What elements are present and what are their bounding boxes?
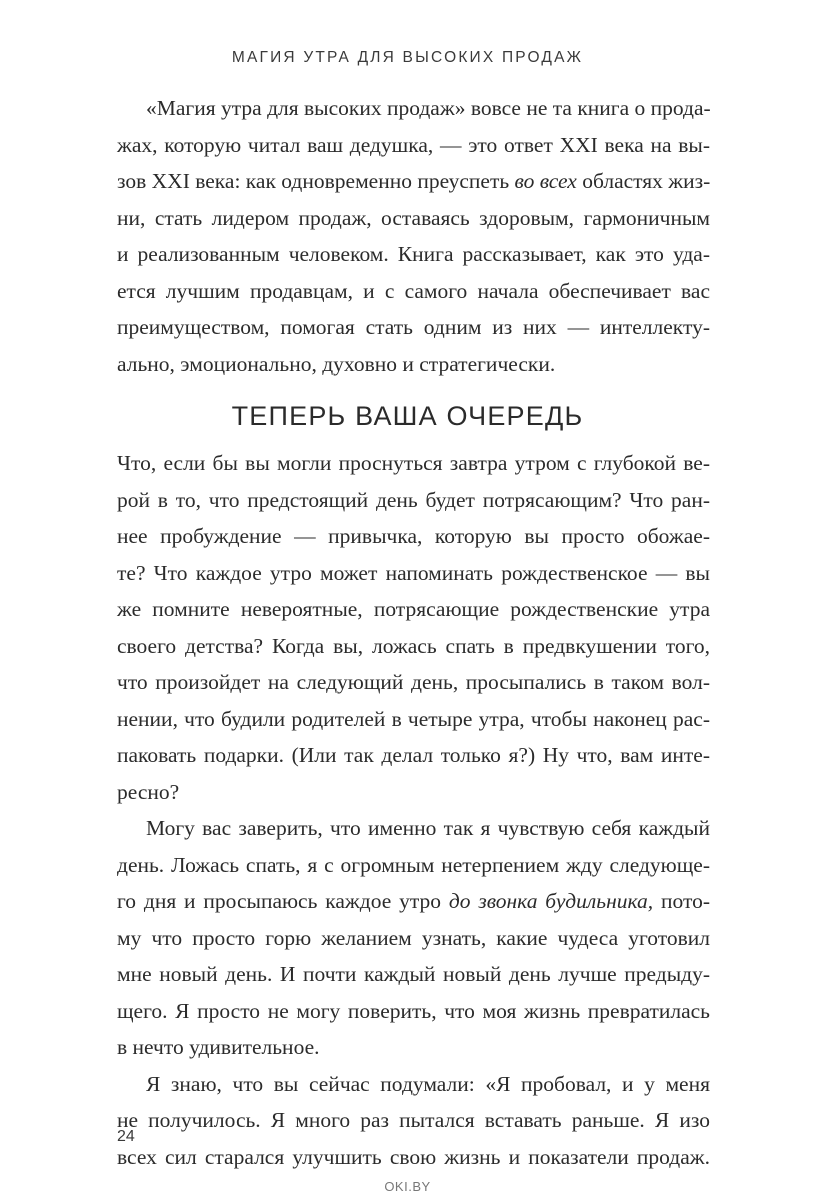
text-segment: паковать подарки. (Или так делал только я?) Ну что, вам инте-	[117, 743, 710, 767]
text-segment: же помните невероятные, потрясающие рождественские утра	[117, 597, 710, 621]
italic-text: до звонка будильника,	[448, 889, 654, 913]
section-body	[117, 445, 710, 1175]
text-line	[117, 163, 710, 200]
text-line	[117, 1029, 710, 1066]
text-segment: му что просто горю желанием узнать, какие чудеса уготовил	[117, 925, 710, 950]
text-segment: Что, если бы вы могли проснуться завтра утром с глубокой ве-	[117, 451, 710, 475]
text-segment: мне новый день. И почти каждый новый день лучше предыду-	[117, 962, 710, 986]
text-line	[117, 774, 710, 811]
text-segment: рой в то, что предстоящий день будет потрясающим? Что ран-	[117, 487, 710, 512]
text-line	[117, 1066, 710, 1103]
text-line	[117, 200, 710, 237]
text-line	[117, 482, 710, 519]
text-segment: в нечто удивительное.	[117, 1035, 320, 1059]
intro-paragraph	[117, 90, 710, 382]
text-segment: преимуществом, помогая стать одним из них — интеллекту-	[117, 315, 710, 339]
section-heading: ТЕПЕРЬ ВАША ОЧЕРЕДЬ	[231, 401, 584, 431]
text-line	[117, 847, 710, 884]
text-segment: го дня и просыпаюсь каждое утро	[117, 889, 449, 913]
text-line	[117, 90, 710, 127]
text-line	[117, 273, 710, 310]
text-segment: областях жиз-	[576, 169, 711, 193]
running-header: МАГИЯ УТРА ДЛЯ ВЫСОКИХ ПРОДАЖ	[231, 49, 584, 66]
text-segment: пото-	[653, 889, 711, 913]
text-segment: всех сил старался улучшить свою жизнь и показатели продаж.	[117, 1144, 710, 1169]
text-segment: и реализованным человеком. Книга рассказывает, как это уда-	[117, 242, 710, 266]
italic-text: во всех	[514, 169, 577, 193]
text-segment: день. Ложась спать, я с огромным нетерпением жду следующе-	[117, 852, 710, 877]
text-line	[117, 737, 710, 774]
text-line	[117, 883, 710, 920]
text-line	[117, 810, 710, 847]
text-segment: те? Что каждое утро может напоминать рождественское — вы	[117, 560, 710, 585]
text-line	[117, 628, 710, 665]
text-line	[117, 1139, 710, 1176]
text-segment: ально, эмоционально, духовно и стратегически.	[117, 351, 556, 376]
watermark: OKI.BY	[384, 1179, 431, 1194]
text-line	[117, 236, 710, 273]
text-segment: щего. Я просто не могу поверить, что моя жизнь превратилась	[117, 998, 710, 1023]
text-segment: ется лучшим продавцам, и с самого начала обеспечивает вас	[117, 278, 710, 303]
text-line	[117, 445, 710, 482]
text-line	[117, 956, 710, 993]
text-line	[117, 127, 710, 164]
text-segment: что произойдет на следующий день, просыпались в таком вол-	[117, 670, 710, 694]
text-line	[117, 591, 710, 628]
text-segment: Могу вас заверить, что именно так я чувствую себя каждый	[146, 816, 710, 840]
text-line	[117, 309, 710, 346]
text-segment: своего детства? Когда вы, ложась спать в предвкушении того,	[117, 633, 710, 658]
text-line	[117, 1102, 710, 1139]
text-line	[117, 346, 710, 383]
text-segment: «Магия утра для высоких продаж» вовсе не та книга о прода-	[146, 96, 711, 120]
page-number: 24	[117, 1128, 135, 1145]
text-line	[117, 664, 710, 701]
text-segment: ни, стать лидером продаж, оставаясь здоровым, гармоничным	[117, 205, 710, 230]
text-segment: нении, что будили родителей в четыре утра, чтобы наконец рас-	[117, 706, 710, 731]
text-segment: зов XXI века: как одновременно преуспеть	[117, 169, 515, 193]
text-line	[117, 518, 710, 555]
text-line	[117, 920, 710, 957]
text-segment: нее пробуждение — привычка, которую вы просто обожае-	[117, 524, 710, 548]
text-segment: не получилось. Я много раз пытался вставать раньше. Я изо	[117, 1108, 710, 1132]
text-segment: Я знаю, что вы сейчас подумали: «Я пробовал, и у меня	[146, 1071, 710, 1096]
text-segment: жах, которую читал ваш дедушка, — это ответ XXI века на вы-	[117, 132, 710, 157]
text-line	[117, 993, 710, 1030]
text-line	[117, 555, 710, 592]
text-line	[117, 701, 710, 738]
text-segment: ресно?	[117, 779, 180, 804]
